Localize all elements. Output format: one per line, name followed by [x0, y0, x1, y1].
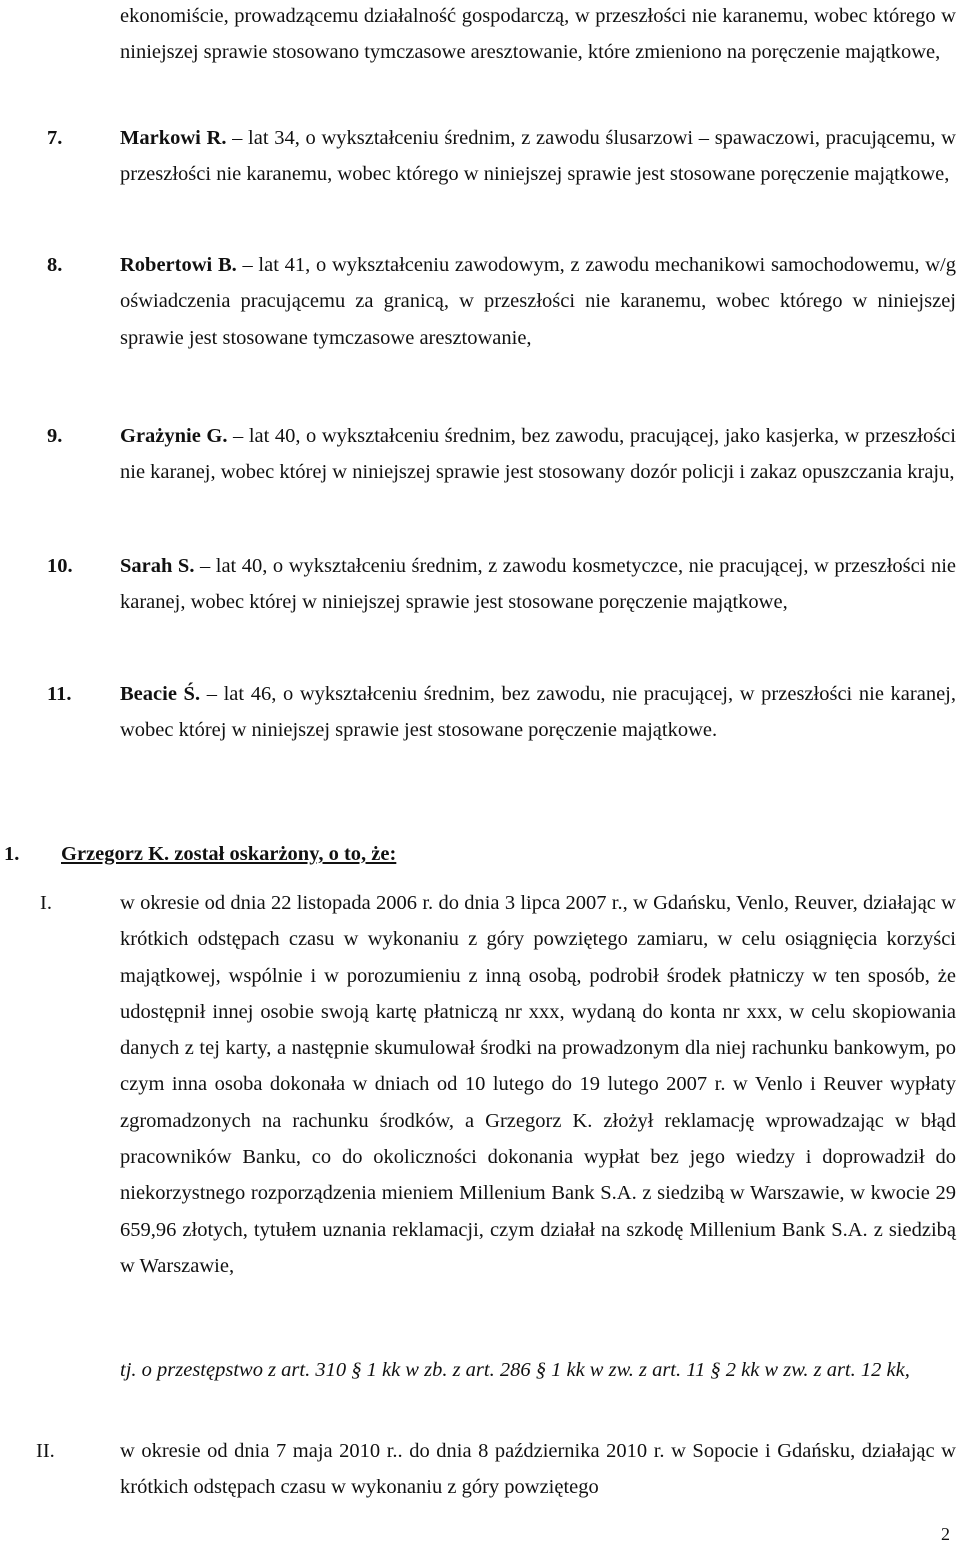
item-7 — [120, 120, 956, 193]
item-9-text: – lat 40, o wykształceniu średnim, bez zawodu, pracującej, jako kasjerka, w przeszłości nie karanej, wobec której w niniejszej sprawie jest stosowany dozór policji i zakaz opuszczania kraju, — [120, 425, 956, 484]
item-10 — [120, 548, 956, 621]
item-11-name: Beacie Ś. — [120, 683, 201, 705]
charge-1-numeral: I. — [40, 892, 52, 914]
item-10-number: 10. — [47, 555, 73, 577]
item-8-text: – lat 41, o wykształceniu zawodowym, z zawodu mechanikowi samochodowemu, w/g oświadczenia pracującemu za granicą, w przeszłości nie karanemu, wobec którego w niniejszej sprawie jest stosowane tymczasowe aresztowanie, — [120, 254, 957, 349]
item-11-text: – lat 46, o wykształceniu średnim, bez zawodu, nie pracującej, w przeszłości nie karanej, wobec której w niniejszej sprawie jest stosowane poręczenie majątkowe. — [120, 683, 956, 742]
item-9-name: Grażynie G. — [120, 425, 228, 447]
item-7-number: 7. — [47, 127, 63, 149]
item-8-number: 8. — [47, 254, 63, 276]
charge-1-legal-basis: tj. o przestępstwo z art. 310 § 1 kk w zb. z art. 286 § 1 kk w zw. z art. 11 § 2 kk w zw. z art. 12 kk, — [120, 1359, 910, 1381]
charge-heading-text: Grzegorz K. został oskarżony, o to, że: — [61, 843, 397, 865]
item-10-text: – lat 40, o wykształceniu średnim, z zawodu kosmetyczce, nie pracującej, w przeszłości nie karanej, wobec której w niniejszej sprawie jest stosowane poręczenie majątkowe, — [120, 555, 956, 614]
charge-2-numeral: II. — [36, 1440, 55, 1462]
item-9 — [120, 418, 956, 491]
charge-heading-number: 1. — [4, 843, 20, 865]
charge-2-text: w okresie od dnia 7 maja 2010 r.. do dnia 8 października 2010 r. w Sopocie i Gdańsku, działając w krótkich odstępach czasu w wykonaniu z góry powziętego — [120, 1440, 956, 1499]
item-9-number: 9. — [47, 425, 63, 447]
item-7-text: – lat 34, o wykształceniu średnim, z zawodu ślusarzowi – spawaczowi, pracującemu, w przeszłości nie karanemu, wobec którego w niniejszej sprawie jest stosowane poręczenie majątkowe, — [120, 127, 956, 186]
charge-1-text: w okresie od dnia 22 listopada 2006 r. do dnia 3 lipca 2007 r., w Gdańsku, Venlo, Reuver, działając w krótkich odstępach czasu w wykonaniu z góry powziętego zamiaru, w celu osiągnięcia korzyści majątkowej, wspólnie i w porozumieniu z inną osobą, podrobił środek płatniczy w ten sposób, że udostępnił innej osobie swoją kartę płatniczą nr xxx, wydaną do konta nr xxx, w celu skopiowania danych z tej karty, a następnie skumulował środki na prowadzonym dla niej rachunku bankowym, po czym inna osoba dokonała w dniach od 10 lutego do 19 lutego 2007 r. w Venlo i Reuver wypłaty zgromadzonych na rachunku środków, a Grzegorz K. złożył reklamację wprowadzając w błąd pracowników Banku, co do okoliczności dokonania wypłat bez jego wiedzy i doprowadził do niekorzystnego rozporządzenia mieniem Millenium Bank S.A. z siedzibą w Warszawie, w kwocie 29 659,96 złotych, tytułem uznania reklamacji, czym działał na szkodę Millenium Bank S.A. z siedzibą w Warszawie, — [120, 892, 956, 1277]
item-7-name: Markowi R. — [120, 127, 227, 149]
item-6-continuation: ekonomiście, prowadzącemu działalność gospodarczą, w przeszłości nie karanemu, wobec którego w niniejszej sprawie stosowano tymczasowe aresztowanie, które zmieniono na poręczenie majątkowe, — [120, 5, 956, 64]
page-number: 2 — [941, 1524, 950, 1544]
item-11 — [120, 676, 956, 749]
item-10-name: Sarah S. — [120, 555, 195, 577]
item-8 — [120, 247, 956, 356]
item-11-number: 11. — [47, 683, 72, 705]
item-8-name: Robertowi B. — [120, 254, 237, 276]
